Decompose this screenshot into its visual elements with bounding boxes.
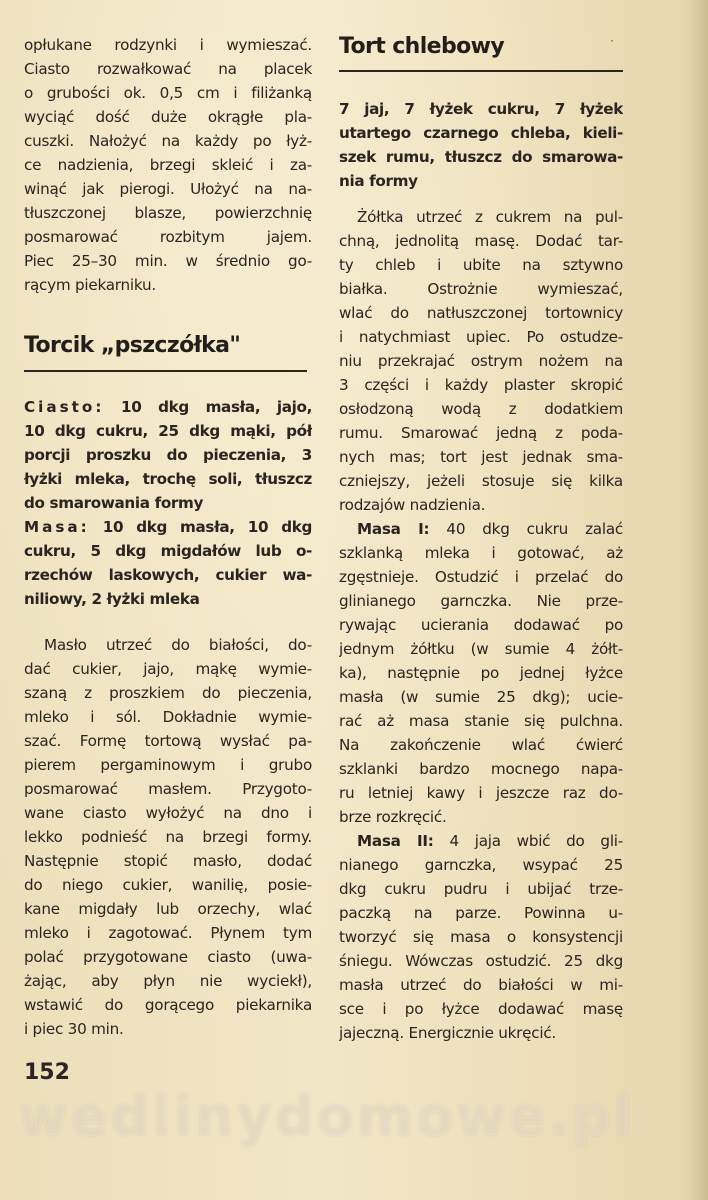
corner-mark: ·: [610, 34, 614, 48]
recipe-title-torcik: Torcik „pszczółka": [24, 333, 241, 358]
text-line: ty chleb i ubite na sztywno: [339, 256, 623, 274]
text-line: śniegu. Wówczas ostudzić. 25 dkg: [339, 952, 623, 970]
ingredient-line: rzechów laskowych, cukier wa-: [24, 566, 312, 584]
text-line: rać aż masa stanie się pulchna.: [339, 712, 623, 730]
text-line: rywając ucierania dodawać po: [339, 616, 623, 634]
text-line: wlać do natłuszczonej tortownicy: [339, 304, 623, 322]
text-line: sce i po łyżce dodawać masę: [339, 1000, 623, 1018]
text-line: mleko i sól. Dokładnie wymie-: [24, 708, 312, 726]
text-line: szklanki bardzo mocnego napa-: [339, 760, 623, 778]
masa-2-line: [357, 829, 623, 853]
text-line: zgęstnieje. Ostudzić i przelać do: [339, 568, 623, 586]
text-line: wane ciasto wyłożyć na dno i: [24, 804, 312, 822]
text-line: lekko podnieść na brzegi formy.: [24, 828, 312, 846]
ingredient-line: utartego czarnego chleba, kieli-: [339, 124, 623, 142]
ingredient-line: nia formy: [339, 172, 418, 190]
text-line: paczką na parze. Powinna u-: [339, 904, 623, 922]
ingredient-label: Masa:: [24, 518, 90, 536]
text-line: ce nadzienia, brzegi skleić i za-: [24, 156, 312, 174]
text-line: dkg cukru pudru i ubijać trze-: [339, 880, 623, 898]
text-line: polać przygotowane ciasto (uwa-: [24, 948, 312, 966]
text-line: Ciasto rozwałkować na placek: [24, 60, 312, 78]
title-underline: [24, 370, 307, 372]
text-line: żając, aby płyn nie wyciekł),: [24, 972, 312, 990]
text-line: i natychmiast upiec. Po ostudze-: [339, 328, 623, 346]
ingredient-rest: 10 dkg masła, 10 dkg: [89, 518, 312, 536]
ingredient-line: porcji proszku do pieczenia, 3: [24, 446, 312, 464]
title-underline: [339, 70, 623, 72]
ingredient-line: szek rumu, tłuszcz do smarowa-: [339, 148, 623, 166]
page-edge-shadow: [686, 0, 708, 1200]
text-line: rodzajów nadzienia.: [339, 496, 486, 514]
text-line: wstawić do gorącego piekarnika: [24, 996, 312, 1014]
text-line: szać. Formę tortową wysłać pa-: [24, 732, 312, 750]
text-line: nych mas; tort jest jednak sma-: [339, 448, 623, 466]
ingredient-line: 10 dkg cukru, 25 dkg mąki, pół: [24, 422, 312, 440]
text-line: Na zakończenie wlać ćwierć: [339, 736, 623, 754]
text-line: osłodzoną wodą z dodatkiem: [339, 400, 623, 418]
text-line: opłukane rodzynki i wymieszać.: [24, 36, 312, 54]
text-line: białka. Ostrożnie wymieszać,: [339, 280, 623, 298]
text-line: Masło utrzeć do białości, do-: [44, 636, 312, 654]
text-line: ka), następnie po jednej łyżce: [339, 664, 623, 682]
text-line: posmarować masłem. Przygoto-: [24, 780, 312, 798]
text-line: i piec 30 min.: [24, 1020, 124, 1038]
text-line: wyciąć dość duże okrągłe pla-: [24, 108, 312, 126]
page-number: 152: [24, 1060, 70, 1085]
masa-label: Masa I:: [357, 520, 430, 538]
text-line: jednym żółtku (w sumie 4 żółt-: [339, 640, 623, 658]
text-line: o grubości ok. 0,5 cm i filiżanką: [24, 84, 312, 102]
masa-label: Masa II:: [357, 832, 434, 850]
text-line: rumu. Smarować jedną z poda-: [339, 424, 623, 442]
ingredient-line-ciasto: [24, 395, 312, 419]
text-line: kane migdały lub orzechy, wlać: [24, 900, 312, 918]
text-line: masła (w sumie 25 dkg); ucie-: [339, 688, 623, 706]
ingredient-label: Ciasto:: [24, 398, 105, 416]
text-line: rącym piekarniku.: [24, 276, 156, 294]
text-line: posmarować rozbitym jajem.: [24, 228, 312, 246]
text-line: tworzyć się masa o konsystencji: [339, 928, 623, 946]
text-line: niu przekrajać ostrym nożem na: [339, 352, 623, 370]
text-line: glinianego garnczka. Nie prze-: [339, 592, 623, 610]
text-line: dać cukier, jajo, mąkę wymie-: [24, 660, 312, 678]
masa-rest: 4 jaja wbić do gli-: [433, 832, 623, 850]
text-line: pierem pergaminowym i grubo: [24, 756, 312, 774]
text-line: brze rozkręcić.: [339, 808, 447, 826]
text-line: szaną z proszkiem do pieczenia,: [24, 684, 312, 702]
text-line: Następnie stopić masło, dodać: [24, 852, 312, 870]
text-line: Piec 25–30 min. w średnio go-: [24, 252, 312, 270]
ingredient-line: niliowy, 2 łyżki mleka: [24, 590, 200, 608]
ingredient-line-masa: [24, 515, 312, 539]
masa-rest: 40 dkg cukru zalać: [429, 520, 623, 538]
text-line: czniejszy, jeżeli stosuje się kilka: [339, 472, 623, 490]
ingredient-line: do smarowania formy: [24, 494, 204, 512]
text-line: tłuszczonej blasze, powierzchnię: [24, 204, 312, 222]
text-line: masła utrzeć do białości w mi-: [339, 976, 623, 994]
text-line: jajeczną. Energicznie ukręcić.: [339, 1024, 556, 1042]
text-line: Żółtka utrzeć z cukrem na pul-: [357, 208, 623, 226]
text-line: mleko i zagotować. Płynem tym: [24, 924, 312, 942]
text-line: winąć jak pierogi. Ułożyć na na-: [24, 180, 312, 198]
recipe-title-tort-chlebowy: Tort chlebowy: [339, 34, 505, 59]
watermark: wedlinydomowe.pl: [18, 1085, 636, 1148]
ingredient-line: łyżki mleka, trochę soli, tłuszcz: [24, 470, 312, 488]
text-line: 3 części i każdy plaster skropić: [339, 376, 623, 394]
masa-1-line: [357, 517, 623, 541]
text-line: chną, jednolitą masę. Dodać tar-: [339, 232, 623, 250]
ingredient-rest: 10 dkg masła, jajo,: [104, 398, 312, 416]
ingredient-line: 7 jaj, 7 łyżek cukru, 7 łyżek: [339, 100, 623, 118]
text-line: ru letniej kawy i jeszcze raz do-: [339, 784, 623, 802]
text-line: nianego garnczka, wsypać 25: [339, 856, 623, 874]
text-line: cuszki. Nałożyć na każdy po łyż-: [24, 132, 312, 150]
text-line: szklanką mleka i gotować, aż: [339, 544, 623, 562]
ingredient-line: cukru, 5 dkg migdałów lub o-: [24, 542, 312, 560]
text-line: do niego cukier, wanilię, posie-: [24, 876, 312, 894]
